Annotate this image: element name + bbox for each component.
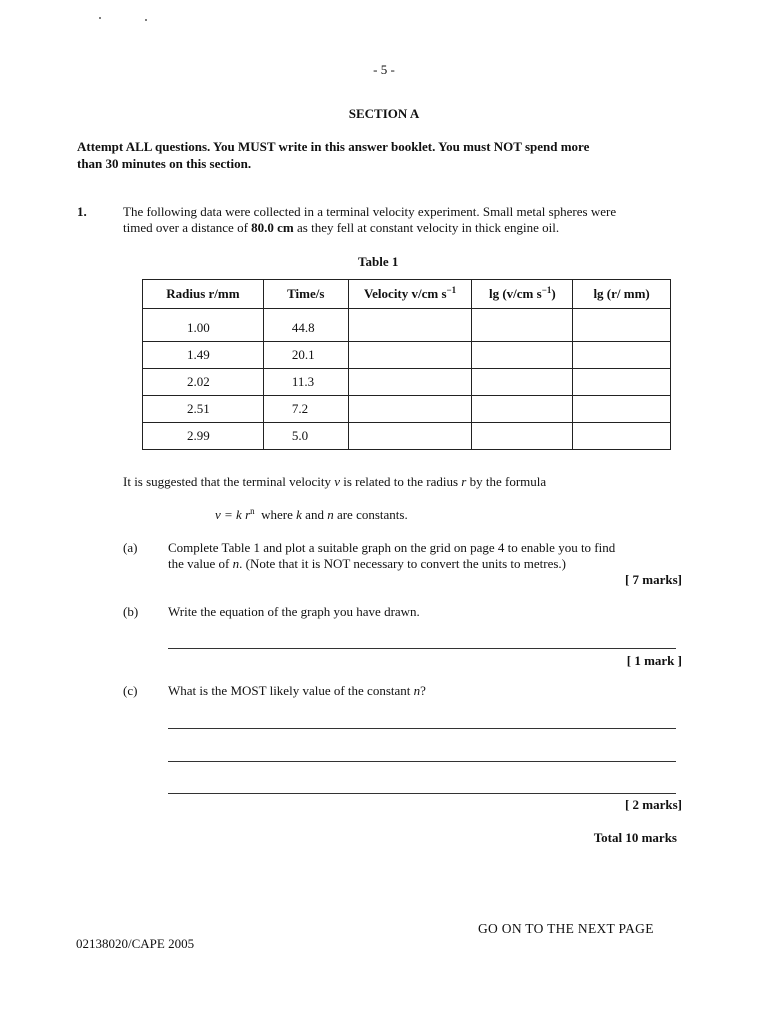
header-lg-v-close: ) [551,286,556,301]
cell-time: 5.0 [263,423,348,450]
part-a-line2 [168,556,688,572]
data-table [142,279,671,450]
part-c-text-post: ? [420,683,426,698]
answer-line-b[interactable] [168,648,676,649]
answer-line-c3[interactable] [168,793,676,794]
header-time: Time/s [263,280,348,309]
cell-radius: 1.00 [143,309,264,342]
table-caption: Table 1 [358,254,399,269]
var-v: v [334,474,340,489]
table-row [143,369,671,396]
formula-end: are constants. [333,507,408,522]
cell-lg-v-blank[interactable] [472,396,573,423]
page-number: - 5 - [373,62,395,77]
part-c-marks: [ 2 marks] [624,797,682,812]
formula-k: k [296,507,302,522]
cell-lg-r-blank[interactable] [573,396,671,423]
part-b-label: (b) [123,604,139,619]
part-b-text: Write the equation of the graph you have drawn. [168,604,420,619]
part-a-label: (a) [123,540,138,555]
cell-lg-v-blank[interactable] [472,309,573,342]
header-lg-r: lg (r/ mm) [573,280,671,309]
part-c-text-pre: What is the MOST likely value of the constant [168,683,414,698]
cell-lg-r-blank[interactable] [573,342,671,369]
cell-velocity-blank[interactable] [348,423,472,450]
cell-lg-r-blank[interactable] [573,423,671,450]
cell-velocity-blank[interactable] [348,309,472,342]
cell-radius: 2.51 [143,396,264,423]
cell-time: 44.8 [263,309,348,342]
part-a-text [168,540,688,572]
table-row [143,423,671,450]
distance-value: 80.0 cm [251,220,294,235]
formula-where: where [254,507,297,522]
formula-lhs: v = k r [215,507,251,522]
cell-velocity-blank[interactable] [348,396,472,423]
scan-speck [145,19,147,21]
cell-time: 20.1 [263,342,348,369]
cell-radius: 2.02 [143,369,264,396]
header-lg-v [472,280,573,309]
cell-radius: 1.49 [143,342,264,369]
intro-text-end: as they fell at constant velocity in thick engine oil. [293,220,560,235]
intro-text: timed over a distance of [123,220,252,235]
part-c-label: (c) [123,683,138,698]
formula [215,507,408,523]
question-intro-line2 [123,220,693,236]
header-velocity-text: Velocity v/cm s [363,286,447,301]
cell-time: 7.2 [263,396,348,423]
header-lg-v-text: lg (v/cm s [488,286,542,301]
header-velocity-sup: −1 [446,285,457,295]
cell-velocity-blank[interactable] [348,342,472,369]
question-intro [123,204,693,236]
answer-line-c2[interactable] [168,761,676,762]
table-row [143,342,671,369]
table-row [143,309,671,342]
footer-paper-code: 02138020/CAPE 2005 [76,936,195,951]
part-a-line2-post: . (Note that it is NOT necessary to convert the units to metres.) [239,556,566,571]
part-c-text [168,683,426,699]
question-intro-line1: The following data were collected in a terminal velocity experiment. Small metal spheres were [123,204,617,219]
cell-radius: 2.99 [143,423,264,450]
table-header-row [143,280,671,309]
cell-lg-r-blank[interactable] [573,309,671,342]
cell-velocity-blank[interactable] [348,369,472,396]
answer-line-c1[interactable] [168,728,676,729]
formula-intro [123,474,546,490]
formula-intro-text: It is suggested that the terminal velocity [123,474,335,489]
formula-intro-end: by the formula [466,474,547,489]
formula-and: and [301,507,328,522]
formula-intro-mid: is related to the radius [339,474,462,489]
header-lg-v-sup: −1 [541,285,552,295]
instructions-line1: Attempt ALL questions. You MUST write in this answer booklet. You must NOT spend more [77,139,590,154]
section-title: SECTION A [348,106,420,121]
formula-n: n [327,507,334,522]
cell-lg-v-blank[interactable] [472,342,573,369]
part-a-n: n [232,556,240,571]
cell-lg-r-blank[interactable] [573,369,671,396]
var-r: r [461,474,467,489]
part-b-marks: [ 1 mark ] [626,653,682,668]
part-c-n: n [413,683,421,698]
instructions [77,138,697,172]
table-row [143,396,671,423]
total-marks: Total 10 marks [593,830,677,845]
scan-speck [99,17,101,19]
cell-time: 11.3 [263,369,348,396]
instructions-line2: than 30 minutes on this section. [77,156,252,171]
footer-next-page: GO ON TO THE NEXT PAGE [478,921,654,936]
cell-lg-v-blank[interactable] [472,369,573,396]
part-a-marks: [ 7 marks] [624,572,682,587]
header-radius: Radius r/mm [143,280,264,309]
cell-lg-v-blank[interactable] [472,423,573,450]
part-a-line2-pre: the value of [168,556,233,571]
part-a-line1: Complete Table 1 and plot a suitable graph on the grid on page 4 to enable you to find [168,540,616,555]
header-velocity [348,280,472,309]
question-number: 1. [77,204,87,219]
formula-exponent: n [250,506,255,516]
